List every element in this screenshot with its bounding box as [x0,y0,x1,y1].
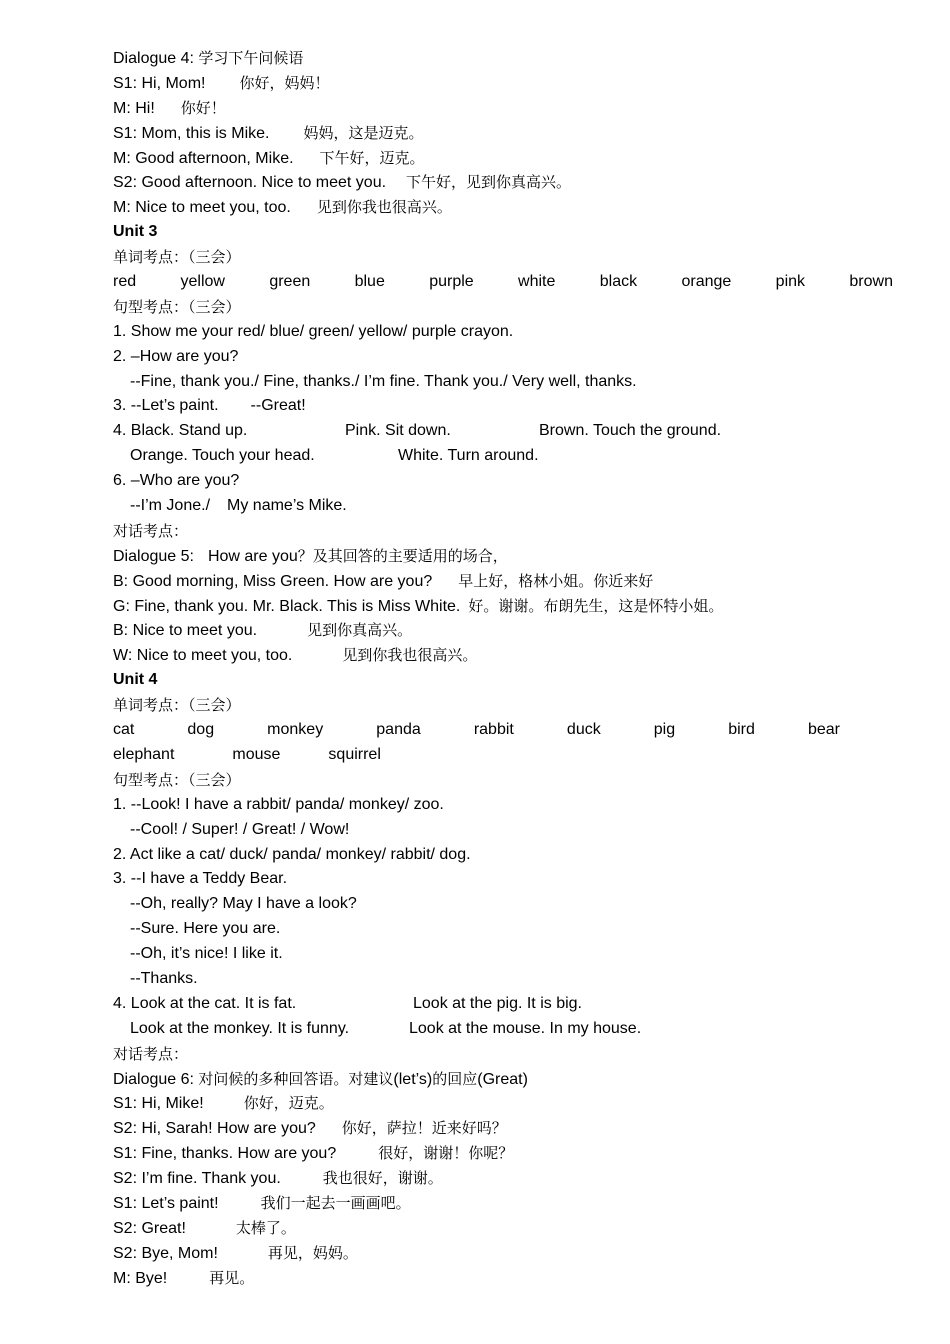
unit3-vocab-heading: 单词考点：（三会） [113,248,241,267]
line-en: S1: Hi, Mike! [113,1095,204,1113]
pattern-line: 1. --Look! I have a rabbit/ panda/ monkey/ zoo. [113,795,444,813]
line-en: S1: Hi, Mom! [113,74,206,92]
line-cn: 你好！ [180,98,226,117]
dialogue6-subtitle: 对问候的多种回答语。对建议 [198,1069,394,1088]
pattern-line [113,1017,893,1042]
pattern-line: --Sure. Here you are. [130,920,281,938]
line-en: S2: Great! [113,1219,186,1237]
vocab-word: red [113,273,137,291]
line-cn: 太棒了。 [235,1218,296,1237]
pattern-line: --Thanks. [130,969,198,987]
dialogue-line [113,1166,893,1191]
line-cn: 妈妈，这是迈克。 [303,123,424,142]
pattern-part: Look at the monkey. It is funny. [130,1019,350,1037]
dialogue5-label: Dialogue 5: [113,547,194,565]
vocab-word: cat [113,721,135,739]
line-en: S2: Bye, Mom! [113,1244,218,1262]
vocab-word: pig [653,721,676,739]
line-cn: 再见。 [209,1268,255,1287]
vocab-word: purple [429,273,474,291]
line-cn: 好。谢谢。布朗先生，这是怀特小姐。 [468,596,724,615]
pattern-part: Look at the pig. It is big. [413,994,582,1012]
dialogue-line [113,170,893,195]
vocab-word: elephant [113,745,175,763]
pattern-part: White. Turn around. [398,447,539,465]
vocab-word: orange [681,273,732,291]
pattern-part: My name’s Mike. [227,497,347,515]
line-en: S1: Mom, this is Mike. [113,124,270,142]
dialogue-line [113,1091,893,1116]
pattern-line: --Cool! / Super! / Great! / Wow! [130,820,350,838]
unit4-title: Unit 4 [113,671,158,689]
line-en: M: Good afternoon, Mike. [113,149,294,167]
vocab-word: dog [187,721,215,739]
unit4-word-row [113,743,893,768]
dialogue-line [113,146,893,171]
line-cn: 我们一起去一画画吧。 [260,1193,411,1212]
vocab-word: black [599,273,638,291]
vocab-word: rabbit [473,721,514,739]
unit3-dialogue-heading: 对话考点： [113,521,189,540]
pattern-part: Look at the mouse. In my house. [409,1019,642,1037]
pattern-line: --Fine, thank you./ Fine, thanks./ I’m fine. Thank you./ Very well, thanks. [130,372,637,390]
dialogue5-topic: How are you [207,547,298,565]
line-en: S1: Let’s paint! [113,1194,219,1212]
dialogue-line [113,195,893,220]
pattern-line: 2. –How are you? [113,347,239,365]
line-en: S2: I’m fine. Thank you. [113,1170,281,1188]
pattern-part: Orange. Touch your head. [130,447,315,465]
pattern-line [113,992,893,1017]
line-en: M: Nice to meet you, too. [113,199,291,217]
line-cn: 很好，谢谢！你呢？ [378,1144,514,1163]
pattern-part: Pink. Sit down. [345,422,451,440]
vocab-word: monkey [267,721,324,739]
line-cn: 我也很好，谢谢。 [322,1169,443,1188]
pattern-line [113,394,893,419]
line-cn: 下午好，迈克。 [319,148,425,167]
pattern-line [113,419,893,444]
line-cn: 见到你我也很高兴。 [316,198,452,217]
line-cn: 下午好，见到你真高兴。 [406,173,572,192]
dialogue-line [113,569,893,594]
dialogue-line [113,1241,893,1266]
vocab-word: green [269,273,311,291]
unit4-pattern-heading: 句型考点：（三会） [113,770,241,789]
dialogue5-title [113,544,893,569]
vocab-word: brown [849,273,893,291]
unit4-word-row [113,718,840,743]
unit4-vocab-heading: 单词考点：（三会） [113,696,241,715]
dialogue-line [113,96,893,121]
vocab-word: blue [354,273,385,291]
line-en: G: Fine, thank you. Mr. Black. This is Miss White. [113,597,461,615]
pattern-part: --I’m Jone./ [130,497,211,515]
unit3-title: Unit 3 [113,223,158,241]
line-en: S2: Hi, Sarah! How are you? [113,1120,316,1138]
vocab-word: bear [807,721,840,739]
line-cn: 你好，妈妈！ [239,73,330,92]
pattern-line: 1. Show me your red/ blue/ green/ yellow/ purple crayon. [113,322,514,340]
dialogue4-label: Dialogue 4: [113,50,194,67]
pattern-line: 3. --I have a Teddy Bear. [113,870,288,888]
vocab-word: panda [376,721,421,739]
vocab-word: white [518,273,556,291]
line-cn: 见到你真高兴。 [307,621,413,640]
pattern-line [113,494,893,519]
vocab-word: duck [566,721,601,739]
line-cn: 你好，萨拉！近来好吗？ [341,1119,507,1138]
line-cn: 见到你我也很高兴。 [342,646,478,665]
line-en: B: Good morning, Miss Green. How are you? [113,572,433,590]
dialogue-line [113,1266,893,1291]
dialogue-line [113,121,893,146]
vocab-word: bird [728,721,755,739]
line-en: M: Hi! [113,99,155,117]
dialogue-line [113,71,893,96]
vocab-word: yellow [180,273,225,291]
dialogue-line [113,1216,893,1241]
unit3-pattern-heading: 句型考点：（三会） [113,297,241,316]
dialogue-line [113,1141,893,1166]
dialogue4-subtitle: 学习下午问候语 [198,49,304,67]
dialogue-line [113,594,893,619]
pattern-line: --Oh, it’s nice! I like it. [130,945,283,963]
vocab-word: squirrel [328,745,381,763]
line-en: B: Nice to meet you. [113,622,258,640]
unit4-dialogue-heading: 对话考点： [113,1044,189,1063]
line-cn: 早上好，格林小姐。你近来好 [458,571,654,590]
vocab-word: mouse [232,745,281,763]
pattern-part: Brown. Touch the ground. [539,422,722,440]
line-en: S2: Good afternoon. Nice to meet you. [113,174,387,192]
unit3-word-row [113,270,893,295]
document-page [113,46,893,1291]
dialogue-line [113,643,893,668]
dialogue5-subtitle: ？及其回答的主要适用的场合， [297,546,508,565]
line-en: S1: Fine, thanks. How are you? [113,1145,337,1163]
dialogue-line [113,618,893,643]
dialogue-line [113,1191,893,1216]
pattern-part: 4. Look at the cat. It is fat. [113,994,297,1012]
pattern-line [113,444,893,469]
line-cn: 你好，迈克。 [243,1094,334,1113]
pattern-part: 4. Black. Stand up. [113,422,248,440]
vocab-word: pink [775,273,806,291]
dialogue6-subtitle-en: (Great) [477,1070,528,1088]
dialogue6-subtitle-en: (let’s) [393,1070,433,1088]
dialogue6-title [113,1067,893,1092]
dialogue6-label: Dialogue 6: [113,1070,194,1088]
dialogue6-subtitle: 的回应 [432,1069,478,1088]
dialogue4-title [113,46,893,71]
pattern-line: 6. –Who are you? [113,472,240,490]
pattern-part: 3. --Let’s paint. [113,397,219,415]
line-en: W: Nice to meet you, too. [113,647,293,665]
line-cn: 再见，妈妈。 [267,1243,358,1262]
dialogue-line [113,1116,893,1141]
pattern-part: --Great! [250,397,306,415]
pattern-line: 2. Act like a cat/ duck/ panda/ monkey/ rabbit/ dog. [113,845,471,863]
pattern-line: --Oh, really? May I have a look? [130,895,357,913]
line-en: M: Bye! [113,1269,168,1287]
